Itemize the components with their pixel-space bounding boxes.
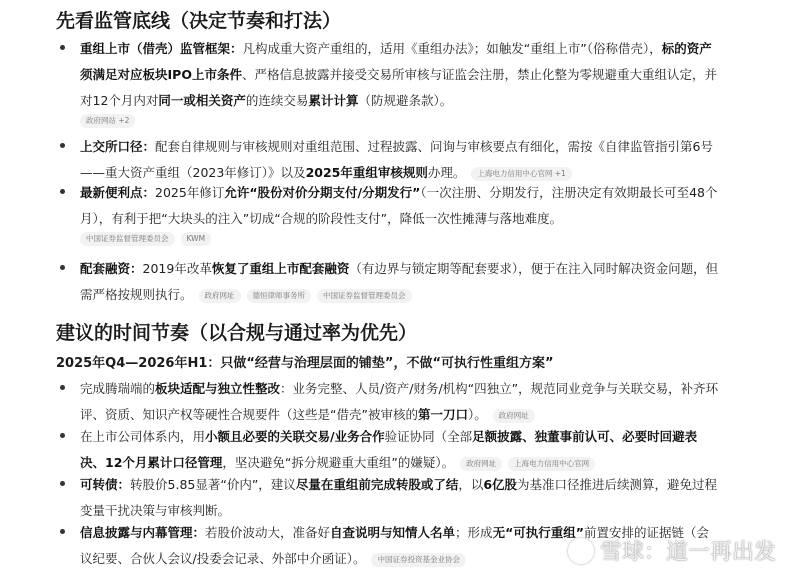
list-item-text [80, 36, 720, 128]
list-item-text [80, 134, 720, 186]
source-tag-row [80, 112, 720, 128]
bullet-dot-icon [60, 481, 65, 486]
emphasis-text: 配套融资： [80, 261, 143, 276]
phase-subheading: 2025年Q4—2026年H1：只做“经营与治理层面的铺垫”，不做“可执行性重组方案” [56, 356, 554, 371]
list-item [56, 472, 720, 524]
source-tag[interactable]: 德恒律师事务所 [247, 289, 312, 303]
body-text: 凡构成重大资产重组的，适用《重组办法》；如触发“重组上市”（俗称借壳）， [242, 41, 662, 56]
emphasis-text: 可转债： [80, 477, 131, 492]
bullet-dot-icon [60, 385, 65, 390]
bullet-dot-icon [60, 45, 65, 50]
list-item [56, 134, 720, 186]
bullet-dot-icon [60, 433, 65, 438]
body-text: （一次注册、分期发行，注册决定有效期最长可至48个月），有利于把“大块头的注入”切成“合规的阶段性支付”，降低一次性摊薄与落地难度。 [80, 185, 718, 226]
body-text: （有边界与锁定期等配套要求），便于在注入同时解决资金问题，但需严格按规则执行。 [80, 261, 719, 302]
bullet-dot-icon [60, 143, 65, 148]
body-text: 为基准口径推进后续测算，避免过程变量干扰决策与审核判断。 [80, 477, 718, 518]
body-text: ；形成 [455, 525, 493, 540]
body-text: 若股价波动大，准备好 [205, 525, 331, 540]
source-tag[interactable]: KWM [181, 232, 212, 246]
emphasis-text: 标的资产须满足对应板块IPO上市条件 [80, 41, 712, 82]
list-item [56, 180, 720, 246]
source-tag[interactable]: 上海电力信用中心官网 +1 [471, 167, 571, 181]
body-text: 前置安排的证据链（会议纪要、合伙人会议/投委会记录、外部中介函证）。 [80, 525, 710, 566]
list-item [56, 376, 720, 428]
body-text: 、严格信息披露并接受交易所审核与证监会注册，禁止化整为零规避重大重组认定，并对12个月内对 [80, 67, 717, 108]
body-text: 在上市公司体系内，用 [80, 429, 206, 444]
body-text: 的连续交易 [245, 93, 309, 108]
emphasis-text: 同一或相关资产 [158, 93, 246, 108]
emphasis-text: 第一刀口 [417, 407, 468, 422]
emphasis-text: 自查说明与知情人名单 [330, 525, 456, 540]
emphasis-text: 小额且必要的关联交易/业务合作 [205, 429, 385, 444]
emphasis-text: 上交所口径： [80, 139, 156, 154]
source-tag[interactable]: 政府网址 [493, 409, 535, 423]
emphasis-text: 最新便利点： [80, 185, 156, 200]
emphasis-text: 累计计算 [308, 93, 359, 108]
emphasis-text: 重组上市（借壳）监管框架： [80, 41, 243, 56]
emphasis-text: 6亿股 [483, 477, 518, 492]
list-item-text [80, 472, 720, 524]
source-tag[interactable]: 政府网址 [460, 457, 502, 471]
body-text: 2019年改革 [142, 261, 212, 276]
body-text: ，以 [458, 477, 484, 492]
body-text: 验证协同（全部 [384, 429, 473, 444]
emphasis-text: 恢复了重组上市配套融资 [211, 261, 350, 276]
bullet-dot-icon [60, 265, 65, 270]
section-heading-timeline: 建议的时间节奏（以合规与通过率为优先） [56, 322, 418, 344]
emphasis-text: 无“可执行重组” [492, 525, 584, 540]
list-item-text [80, 424, 720, 476]
source-tag[interactable]: 中国证券监督管理委员会 [317, 289, 412, 303]
watermark [568, 535, 776, 566]
body-text: 完成腾瑞端的 [80, 381, 156, 396]
body-text: 办理。 [427, 165, 466, 180]
body-text: ：业务完整、人员/资产/财务/机构“四独立”，规范同业竞争与关联交易，补齐环评、资质、知识产权等硬性合规要件（这些是“借壳”被审核的 [80, 381, 719, 422]
body-text: ，坚决避免“拆分规避重大重组”的嫌疑）。 [222, 455, 455, 470]
body-text: 2025年修订 [155, 185, 225, 200]
list-item [56, 256, 720, 308]
emphasis-text: 足额披露、独董事前认可、必要时回避表决、12个月累计口径管理 [80, 429, 698, 470]
list-item-text [80, 256, 720, 308]
bullet-dot-icon [60, 529, 65, 534]
source-tag[interactable]: 政府网站 +2 [80, 114, 135, 128]
list-item [56, 424, 720, 476]
snowball-logo-icon [568, 538, 594, 564]
source-tag[interactable]: 中国证券投资基金业协会 [371, 553, 466, 567]
list-item-text [80, 180, 720, 246]
list-item [56, 36, 720, 128]
emphasis-text: 2025年重组审核规则 [305, 165, 428, 180]
source-tag[interactable]: 中国证券监督管理委员会 [80, 232, 175, 246]
body-text: 配套自律规则与审核规则对重组范围、过程披露、问询与审核要点有细化，需按《自律监管指引第6号——重大资产重组（2023年修订）》以及 [80, 139, 713, 180]
watermark-text: 雪球：道一再出发 [599, 540, 776, 565]
emphasis-text: 信息披露与内幕管理： [80, 525, 206, 540]
body-text: ）。 [467, 407, 487, 422]
section-heading-regulatory: 先看监管底线（决定节奏和打法） [56, 10, 342, 32]
emphasis-text: 允许“股份对价分期支付/分期发行” [224, 185, 421, 200]
source-tag[interactable]: 上海电力信用中心官网 [508, 457, 595, 471]
source-tag[interactable]: 政府网址 [199, 289, 241, 303]
body-text: （防规避条款）。 [358, 93, 453, 108]
list-item-text [80, 376, 720, 428]
bullet-dot-icon [60, 189, 65, 194]
source-tag-row [80, 230, 720, 246]
emphasis-text: 尽量在重组前完成转股或了结 [295, 477, 459, 492]
body-text: 转股价5.85显著“价内”，建议 [130, 477, 296, 492]
emphasis-text: 板块适配与独立性整改 [155, 381, 281, 396]
